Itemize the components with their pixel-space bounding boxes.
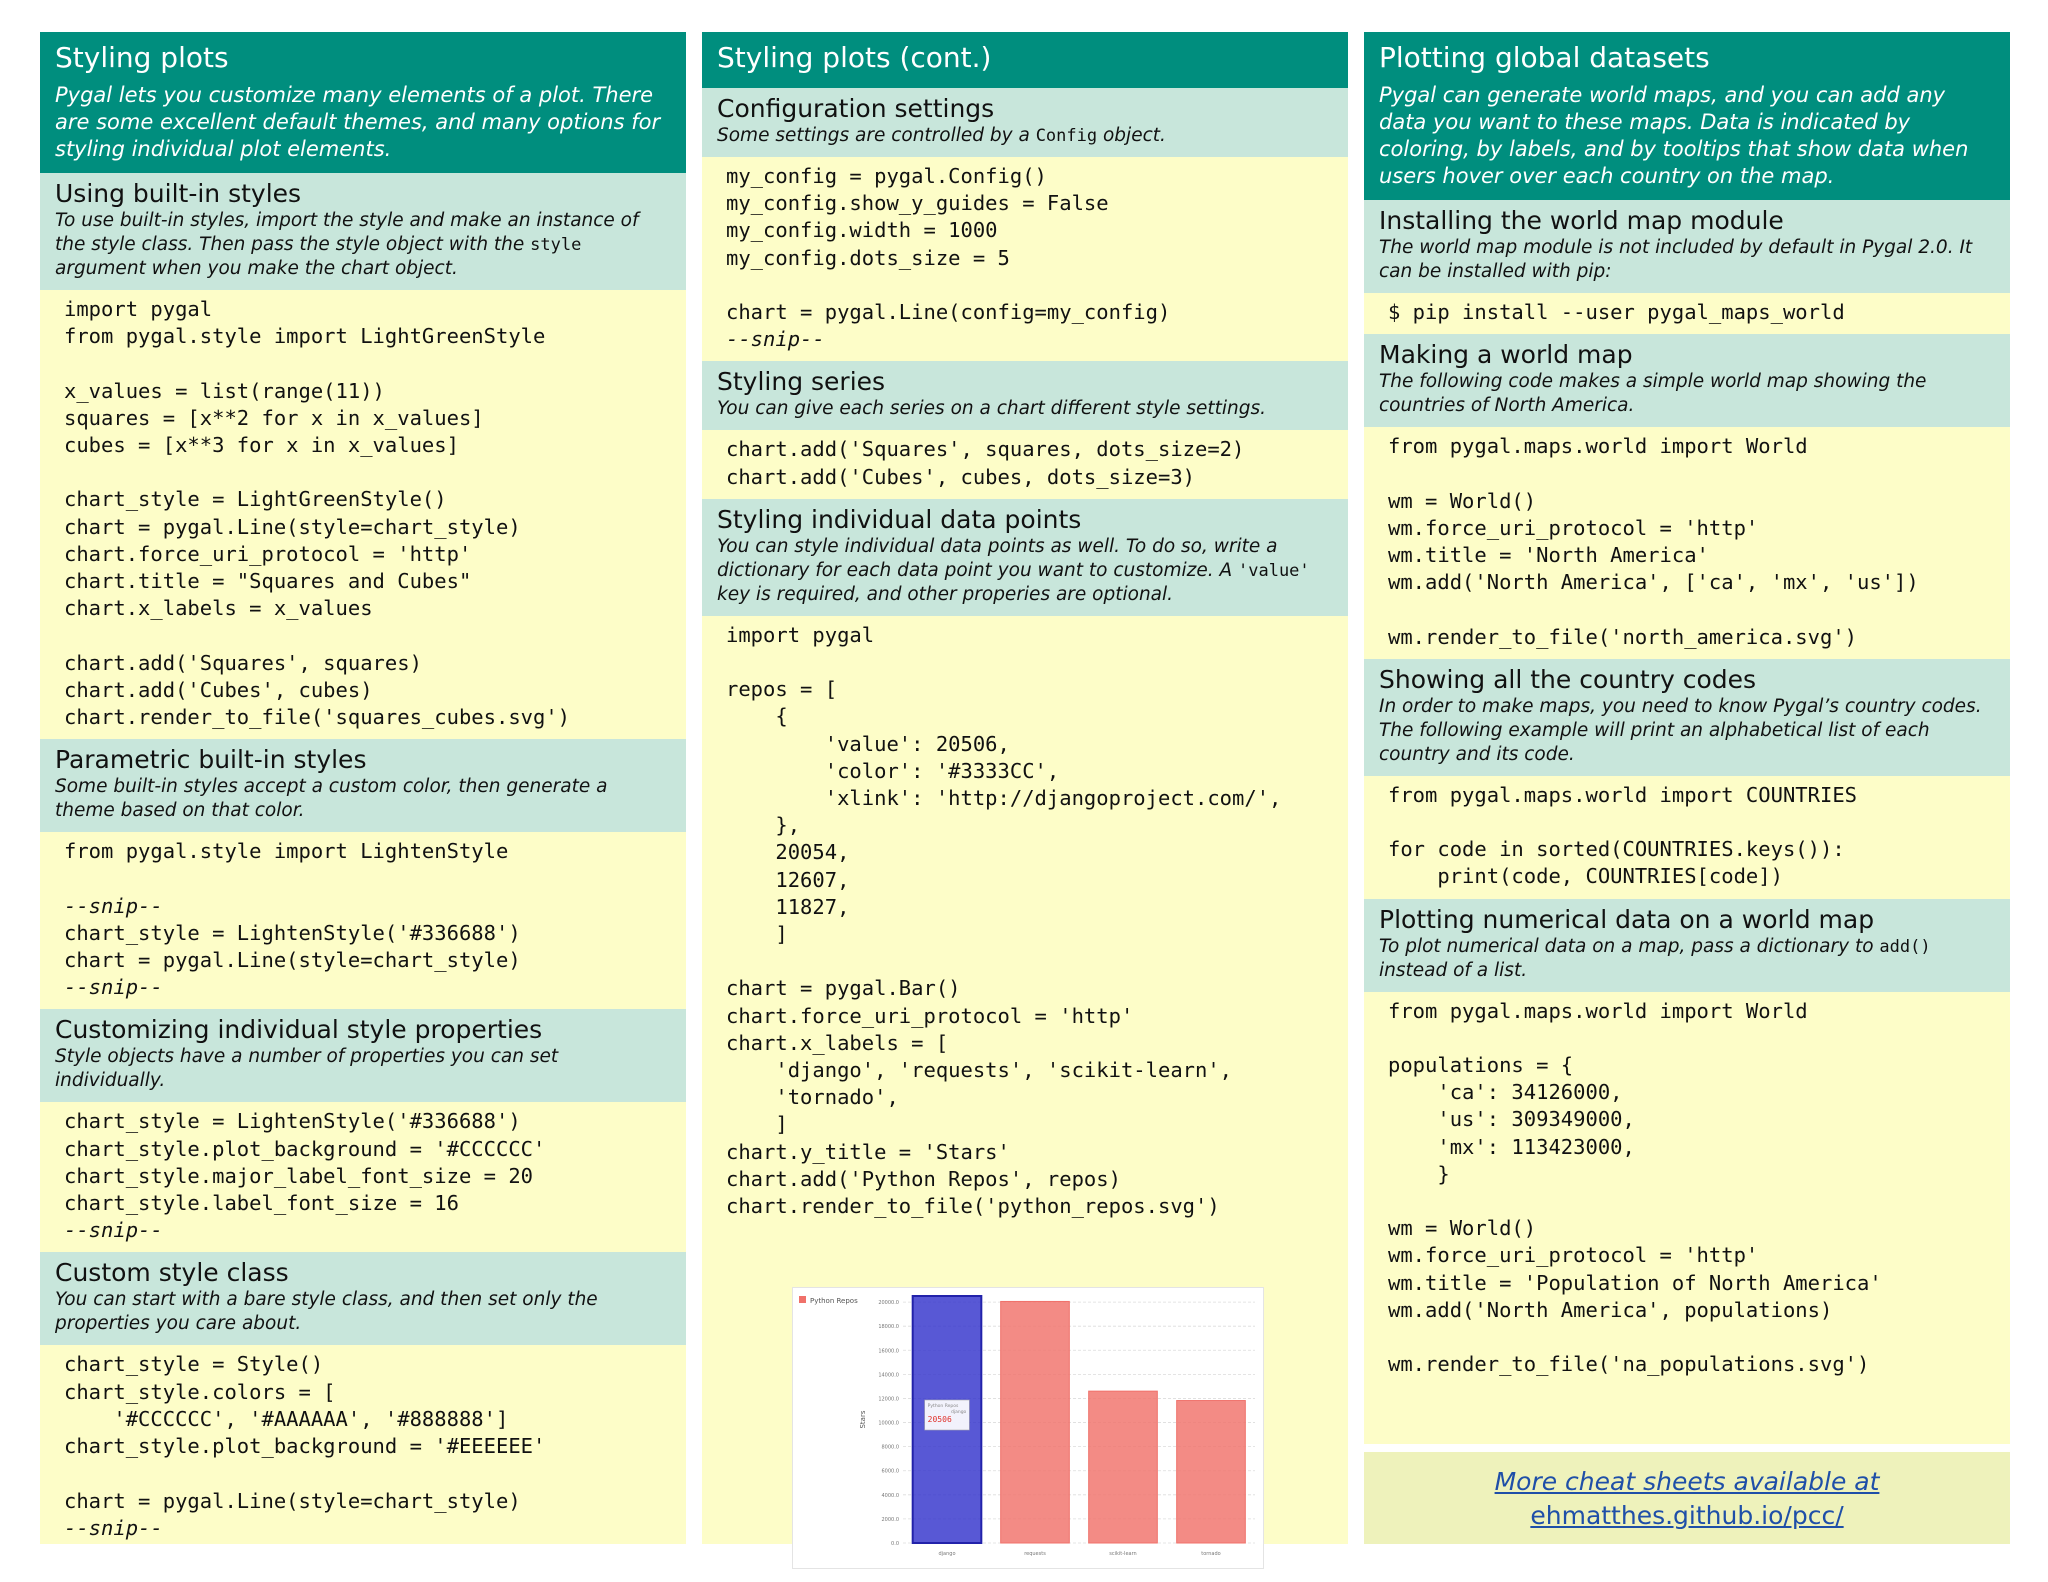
legend-swatch [799,1296,806,1303]
code-block: $ pip install --user pygal_maps_world [1388,300,1845,324]
column-title: Styling plots (cont.) [717,41,992,74]
column-intro: Pygal lets you customize many elements of a plot. There are some excellent default themes, and many options for styling individual plot elements. [55,83,661,161]
section-heading: Installing the world map module [1379,206,1784,235]
section-description: Some settings are controlled by a Config object. [717,125,1166,146]
bar-tornado [1177,1401,1246,1543]
column-plotting-global-datasets [1364,32,2010,1444]
x-tick-label: tornado [1201,1551,1221,1557]
tooltip-series: Python Repos [927,1404,959,1409]
cheat-sheets-link[interactable]: More cheat sheets available at [1494,1467,1880,1496]
section-header [1364,899,2010,992]
section-heading: Making a world map [1379,340,1633,370]
bar-scikit-learn [1089,1391,1158,1543]
section-heading: Styling individual data points [717,504,1082,534]
column-title: Styling plots [55,41,229,74]
bar-requests [1001,1301,1070,1543]
section-description: To use built-in styles, import the style and make an instance of the style class. Then pass the style object with the style argument when you make the chart object. [55,210,639,279]
bar-chart [793,1288,1263,1568]
y-axis-title: Stars [859,1410,867,1429]
code-block: chart.add('Squares', squares, dots_size=2) chart.add('Cubes', cubes, dots_size=3) [726,437,1245,489]
section-header [40,1252,686,1345]
bar-chart-image [792,1287,1264,1569]
section-description: Style objects have a number of properties you can set individually. [55,1046,559,1092]
y-tick-label: 20000.0 [878,1300,899,1307]
section-heading: Configuration settings [717,94,995,123]
y-tick-label: 2000.0 [881,1516,899,1523]
y-tick-label: 10000.0 [878,1420,899,1427]
x-tick-label: django [938,1551,956,1557]
section-heading: Plotting numerical data on a world map [1379,904,1875,934]
code-block: import pygal repos = [ { 'value': 20506, 'color': '#3333CC', 'xlink': 'http://djangoproject.com/', }, 20054, 12607, 11827, ] chart = pygal.Bar() chart.force_uri_protocol = 'http' chart.x_labels = [ 'django', 'requests', 'scikit-learn', 'tornado', ] chart.y_title = 'Stars' chart.add('Python Repos', repos) chart.render_to_file('python_repos.svg') [726,622,1282,1219]
section-heading: Customizing individual style properties [55,1015,543,1045]
section-heading: Parametric built-in styles [55,745,367,775]
code-block: my_config = pygal.Config() my_config.show_y_guides = False my_config.width = 1000 my_config.dots_size = 5 chart = pygal.Line(config=my_config) --snip-- [726,164,1171,352]
code-block: from pygal.maps.world import World populations = { 'ca': 34126000, 'us': 309349000, 'mx': 113423000, } wm = World() wm.force_uri_protocol = 'http' wm.title = 'Population of North America' wm.add('North America', populations) wm.render_to_file('na_populations.svg') [1388,998,1882,1377]
section-heading: Styling series [717,367,886,397]
section-description: You can give each series on a chart different style settings. [717,398,1267,420]
section-description: The world map module is not included by default in Pygal 2.0. It can be installed with pip: [1379,237,1973,282]
code-block: import pygal from pygal.style import LightGreenStyle x_values = list(range(11)) squares = [x**2 for x in x_values] cubes = [x**3 for x in x_values] chart_style = LightGreenStyle() chart = pygal.Line(style=chart_style) chart.force_uri_protocol = 'http' chart.title = "Squares and Cubes" chart.x_labels = x_values chart.add('Squares', squares) chart.add('Cubes', cubes) chart.render_to_file('squares_cubes.svg') [64,297,571,730]
section-heading: Using built-in styles [55,179,302,208]
code-block: from pygal.style import LightenStyle --snip-- chart_style = LightenStyle('#336688') chart = pygal.Line(style=chart_style) --snip-- [64,839,521,1000]
section-description: To plot numerical data on a map, pass a dictionary to add() instead of a list. [1379,935,1931,981]
section-header [1364,659,2010,776]
code-block: chart_style = Style() chart_style.colors = [ '#CCCCCC', '#AAAAAA', '#888888'] chart_style.plot_background = '#EEEEEE' chart = pygal.Line(style=chart_style) --snip-- [64,1352,546,1540]
y-tick-label: 18000.0 [878,1324,899,1331]
section-description: You can style individual data points as well. To do so, write a dictionary for each data point you want to customize. A 'value' key is required, and other properies are optional. [717,535,1310,605]
y-tick-label: 0.0 [891,1541,899,1547]
x-tick-label: requests [1024,1551,1046,1557]
tooltip-value: 20506 [927,1415,952,1424]
section-description: You can start with a bare style class, and then set only the properties you care about. [55,1289,598,1335]
section-header [702,361,1348,430]
y-tick-label: 14000.0 [878,1372,899,1379]
section-description: The following code makes a simple world map showing the countries of North America. [1379,371,1927,417]
section-description: Some built-in styles accept a custom color, then generate a theme based on that color. [55,776,608,822]
code-block: chart_style = LightenStyle('#336688') chart_style.plot_background = '#CCCCCC' chart_style.major_label_font_size = 20 chart_style.label_font_size = 16 --snip-- [64,1109,546,1243]
y-tick-label: 6000.0 [881,1468,899,1475]
footer-banner [1364,1452,2010,1544]
tooltip-category: django [950,1410,967,1415]
section-heading: Showing all the country codes [1379,664,1757,694]
column-styling-plots-cont [702,32,1348,1557]
section-header [40,173,686,290]
y-tick-label: 8000.0 [881,1444,899,1451]
website-link[interactable]: ehmatthes.github.io/pcc/ [1530,1501,1844,1530]
column-title: Plotting global datasets [1379,41,1710,74]
code-block: from pygal.maps.world import World wm = World() wm.force_uri_protocol = 'http' wm.title = 'North America' wm.add('North America', ['ca', 'mx', 'us']) wm.render_to_file('north_america.svg') [1388,434,1919,649]
section-heading: Custom style class [55,1258,289,1288]
section-header [1364,200,2010,293]
section-header [40,1009,686,1102]
legend-label: Python Repos [810,1297,858,1305]
section-description: In order to make maps, you need to know Pygal’s country codes. The following example will print an alphabetical list of each country and its code. [1379,695,1982,765]
section-header [40,739,686,832]
section-header [702,499,1348,616]
code-block: from pygal.maps.world import COUNTRIES for code in sorted(COUNTRIES.keys()): print(code, COUNTRIES[code]) [1388,782,1857,889]
section-header [1364,334,2010,427]
column-intro: Pygal can generate world maps, and you can add any data you want to these maps. Data is indicated by coloring, by labels, and by tooltips that show data when users hover over each country on the map. [1379,83,1969,188]
section-header [702,88,1348,157]
column-header [1364,32,2010,200]
y-tick-label: 12000.0 [878,1396,899,1403]
column-styling-plots [40,32,686,1544]
x-tick-label: scikit-learn [1109,1551,1137,1557]
column-header [702,32,1348,88]
y-tick-label: 4000.0 [881,1492,899,1499]
column-header [40,32,686,173]
y-tick-label: 16000.0 [878,1348,899,1355]
